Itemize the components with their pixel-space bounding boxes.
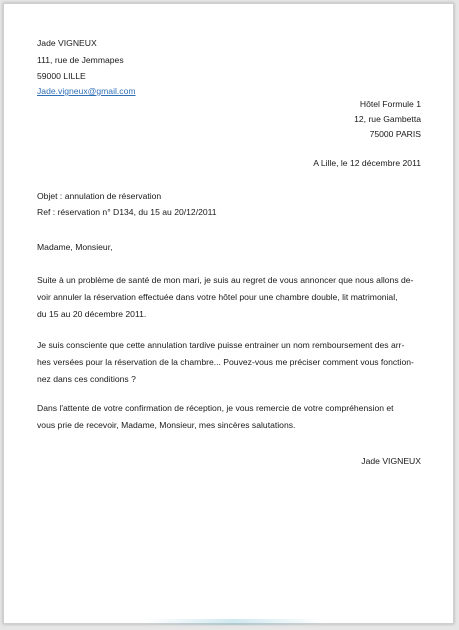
sender-email-link[interactable]: Jade.vigneux@gmail.com <box>37 86 136 96</box>
paragraph-line: Je suis consciente que cette annulation tardive puisse entrainer un nom remboursement des arr- <box>37 340 405 350</box>
paragraph-line: voir annuler la réservation effectuée dans votre hôtel pour une chambre double, lit matrimonial, <box>37 292 398 302</box>
paragraph-line: vous prie de recevoir, Madame, Monsieur, mes sincères salutations. <box>37 420 296 430</box>
signature: Jade VIGNEUX <box>361 456 421 466</box>
sender-city: 59000 LILLE <box>37 71 86 81</box>
paragraph-line: nez dans ces conditions ? <box>37 374 136 384</box>
paragraph-line: Dans l'attente de votre confirmation de réception, je vous remercie de votre compréhension et <box>37 403 394 413</box>
recipient-name: Hôtel Formule 1 <box>359 99 421 109</box>
paragraph-line: du 15 au 20 décembre 2011. <box>37 309 147 319</box>
subject-line: Objet : annulation de réservation <box>37 191 162 201</box>
recipient-street: 12, rue Gambetta <box>354 114 421 124</box>
paragraph-line: Suite à un problème de santé de mon mari, je suis au regret de vous annoncer que nous allons de- <box>37 275 414 285</box>
paragraph-line: hes versées pour la réservation de la chambre... Pouvez-vous me préciser comment vous fonction- <box>37 357 414 367</box>
sender-name: Jade VIGNEUX <box>37 38 97 48</box>
paragraph-2 <box>37 337 414 388</box>
reference-line: Ref : réservation n° D134, du 15 au 20/12/2011 <box>37 207 217 217</box>
recipient-city: 75000 PARIS <box>369 129 421 139</box>
letter-page <box>3 3 454 624</box>
paragraph-1 <box>37 272 413 323</box>
salutation: Madame, Monsieur, <box>37 242 113 252</box>
watermark-band <box>144 619 324 625</box>
place-date: A Lille, le 12 décembre 2011 <box>313 158 421 168</box>
sender-street: 111, rue de Jemmapes <box>37 55 124 65</box>
paragraph-3 <box>37 400 394 434</box>
